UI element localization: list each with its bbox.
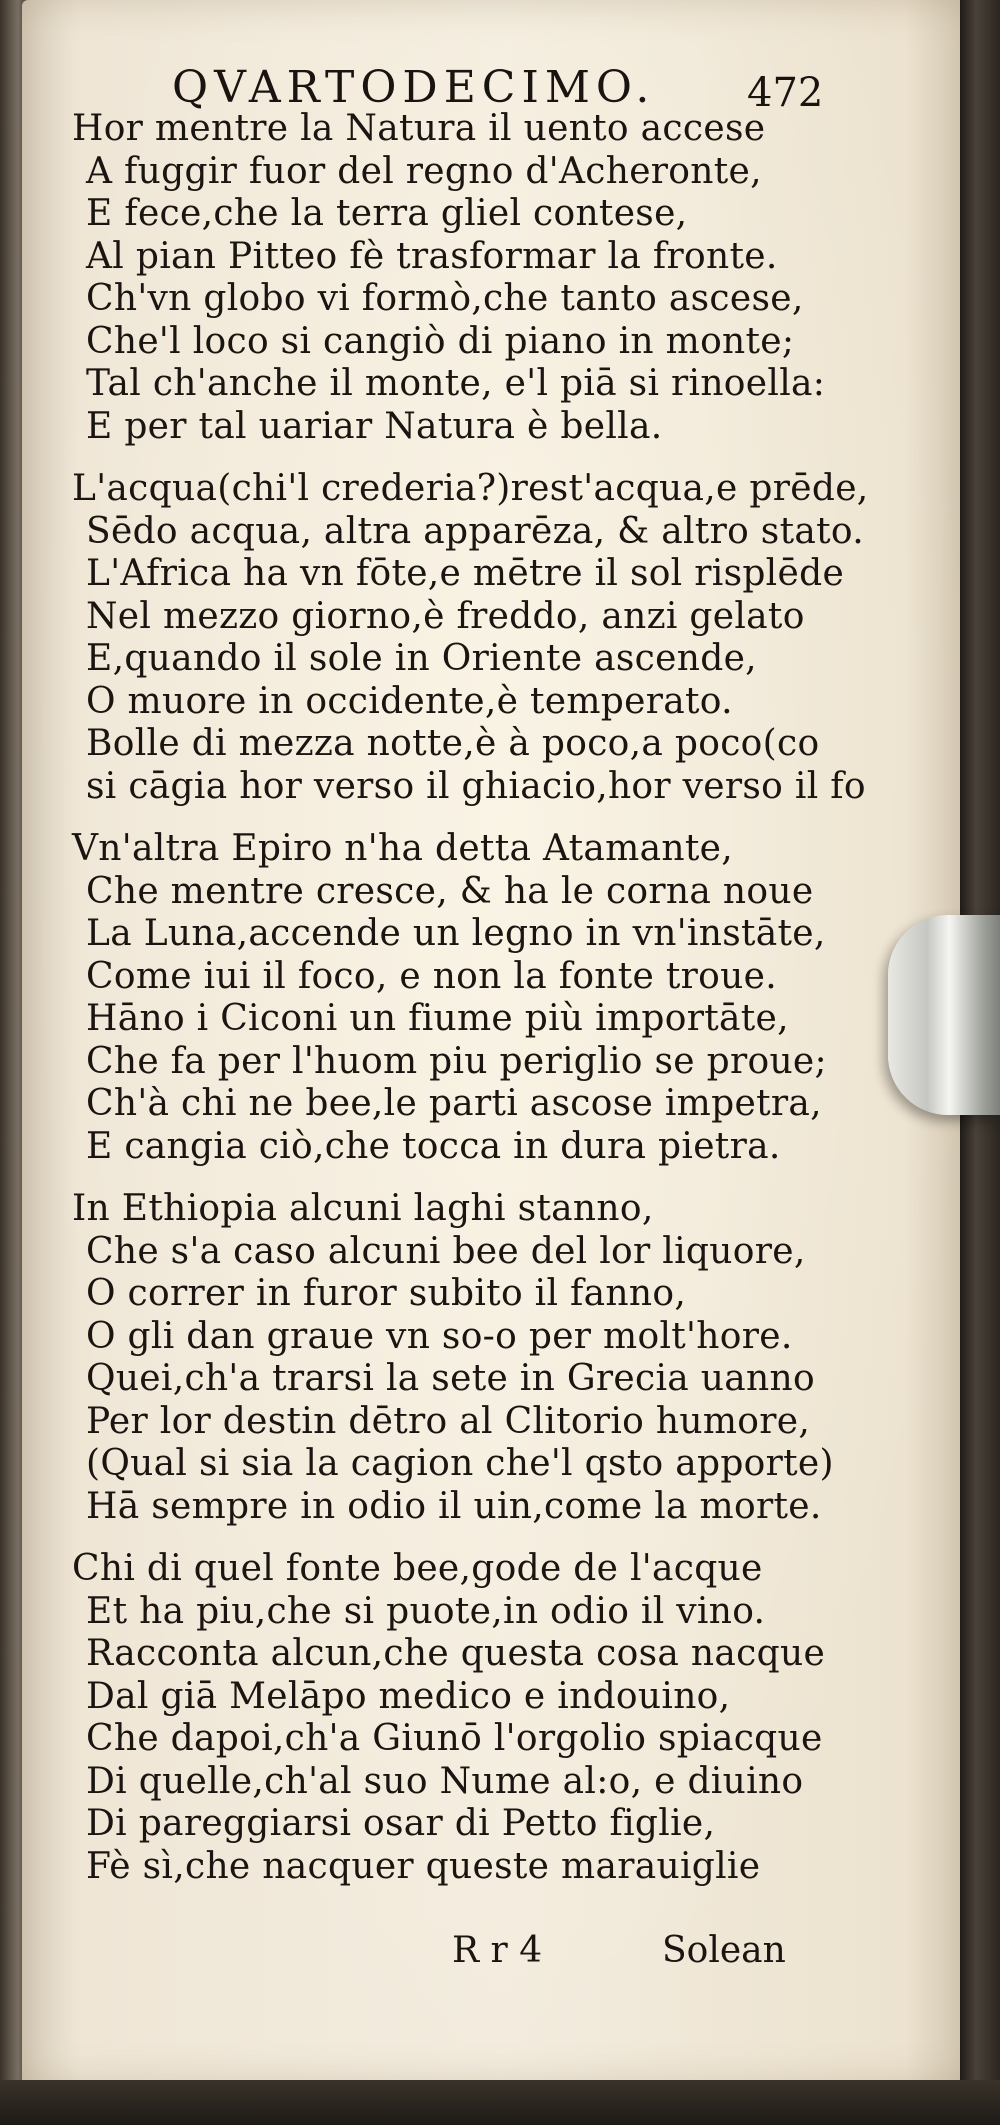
verse-line: A fuggir fuor del regno d'Acheronte, xyxy=(86,150,762,192)
verse-line: L'acqua(chi'l crederia?)rest'acqua,e prēde, xyxy=(72,468,869,509)
verse-line: Di quelle,ch'al suo Nume al:o, e diuino xyxy=(86,1760,804,1802)
verse-line: Hor mentre la Natura il uento accese xyxy=(72,108,766,149)
verse-line: (Qual si sia la cagion che'l qsto apporte) xyxy=(86,1443,834,1484)
verse-line: E per tal uariar Natura è bella. xyxy=(86,405,663,447)
verse-line: Sēdo acqua, altra apparēza, & altro stato. xyxy=(86,510,864,552)
running-head: QVARTODECIMO. xyxy=(172,62,656,113)
verse-line: Che mentre cresce, & ha le corna noue xyxy=(86,870,814,912)
verse-line: Come iui il foco, e non la fonte troue. xyxy=(86,955,777,997)
stanza-5 xyxy=(72,1548,872,1888)
catchword: Solean xyxy=(662,1930,786,1971)
verse-line: Che fa per l'huom piu periglio se proue; xyxy=(86,1040,827,1082)
page-clip xyxy=(888,915,1000,1115)
verse-line: Hāno i Ciconi un fiume più importāte, xyxy=(86,998,789,1039)
page-number: 472 xyxy=(747,70,824,116)
signature-mark: R r 4 xyxy=(452,1930,543,1971)
verse-line: Tal ch'anche il monte, e'l piā si rinoella: xyxy=(86,363,826,404)
verse-line: Che s'a caso alcuni bee del lor liquore, xyxy=(86,1230,806,1272)
verse-line: Che'l loco si cangiò di piano in monte; xyxy=(86,320,795,362)
verse-line: In Ethiopia alcuni laghi stanno, xyxy=(72,1188,654,1229)
verse-line: Ch'à chi ne bee,le parti ascose impetra, xyxy=(86,1083,822,1124)
verse-line: Nel mezzo giorno,è freddo, anzi gelato xyxy=(86,595,805,637)
verse-line: Per lor destin dētro al Clitorio humore, xyxy=(86,1400,811,1442)
verse-line: La Luna,accende un legno in vn'instāte, xyxy=(86,913,826,954)
verse-line: O correr in furor subito il fanno, xyxy=(86,1273,687,1314)
verse-line: Fè sì,che nacquer queste marauiglie xyxy=(86,1845,761,1887)
page-footer xyxy=(452,1930,872,1990)
paper-page xyxy=(22,0,982,2085)
verse-line: si cāgia hor verso il ghiacio,hor verso il fo xyxy=(86,765,866,807)
verse-line: Di pareggiarsi osar di Petto figlie, xyxy=(86,1803,716,1844)
stanza-4 xyxy=(72,1188,872,1528)
verse-line: Et ha piu,che si puote,in odio il vino. xyxy=(86,1590,766,1632)
bottom-edge-shadow xyxy=(0,2080,1000,2125)
verse-line: Vn'altra Epiro n'ha detta Atamante, xyxy=(72,828,733,869)
verse-line: O gli dan graue vn so-o per molt'hore. xyxy=(86,1315,793,1357)
verse-line: Dal giā Melāpo medico e indouino, xyxy=(86,1675,731,1717)
verse-line: O muore in occidente,è temperato. xyxy=(86,680,733,722)
verse-line: Hā sempre in odio il uin,come la morte. xyxy=(86,1485,822,1527)
verse-line: Al pian Pitteo fè trasformar la fronte. xyxy=(86,235,778,277)
verse-line: Che dapoi,ch'a Giunō l'orgolio spiacque xyxy=(86,1718,823,1759)
stanza-2 xyxy=(72,468,872,808)
poem-text xyxy=(72,108,872,1908)
verse-line: Quei,ch'a trarsi la sete in Grecia uanno xyxy=(86,1358,815,1399)
verse-line: Ch'vn globo vi formò,che tanto ascese, xyxy=(86,278,804,319)
verse-line: Chi di quel fonte bee,gode de l'acque xyxy=(72,1548,763,1589)
verse-line: Racconta alcun,che questa cosa nacque xyxy=(86,1633,826,1674)
verse-line: E cangia ciò,che tocca in dura pietra. xyxy=(86,1125,781,1167)
verse-line: E fece,che la terra gliel contese, xyxy=(86,193,688,234)
verse-line: L'Africa ha vn fōte,e mētre il sol risplēde xyxy=(86,553,845,594)
stanza-1 xyxy=(72,108,872,448)
stanza-3 xyxy=(72,828,872,1168)
verse-line: E,quando il sole in Oriente ascende, xyxy=(86,638,757,679)
verse-line: Bolle di mezza notte,è à poco,a poco(co xyxy=(86,723,820,764)
